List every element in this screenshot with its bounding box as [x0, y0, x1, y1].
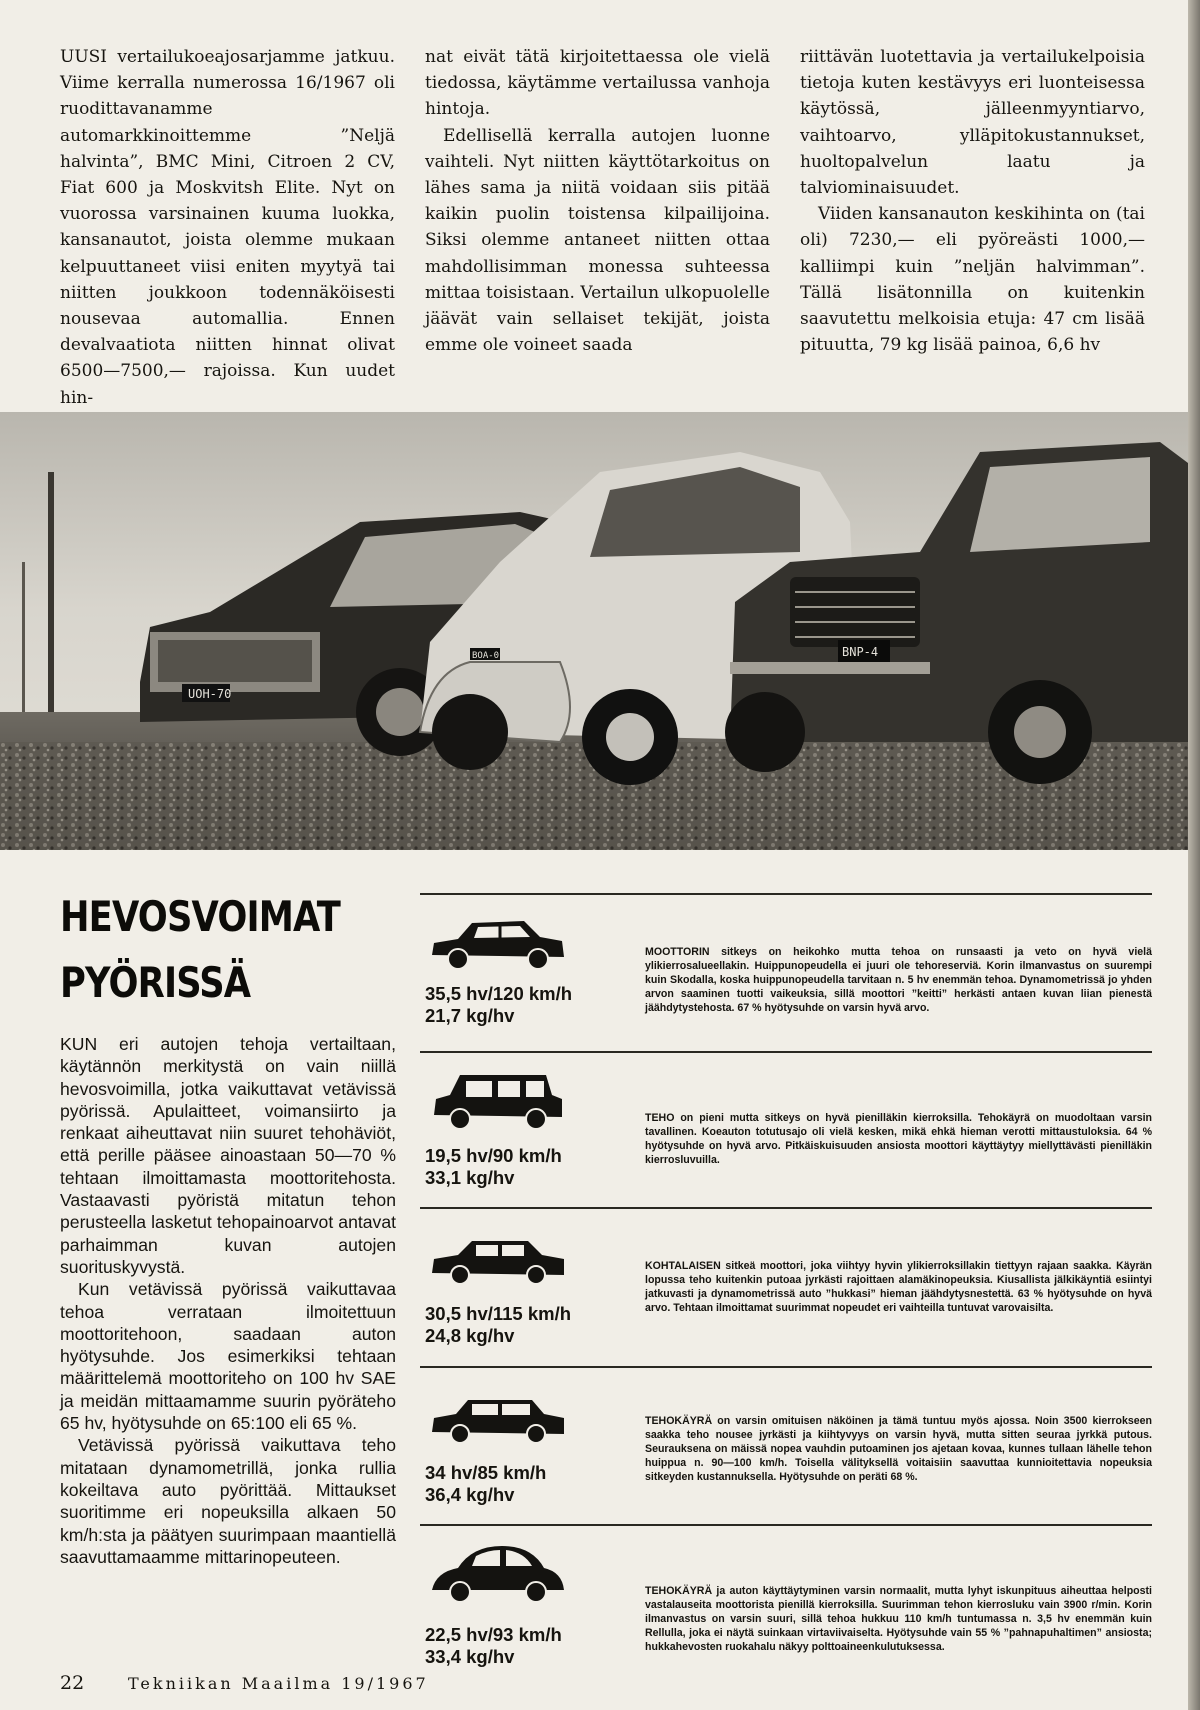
- section-paragraph: Vetävissä pyörissä vaikuttava teho mitataan dynamometrillä, jonka rullia kokeiltava auto pyörittää. Mittaukset suoritimme eri nopeuksilla alkaen 50 km/h:sta ja päätyen suurimpaan maantiellä saavuttamaamme mittarinopeuteen.: [60, 1435, 396, 1567]
- car-power-speed: 34 hv/85 km/h: [425, 1462, 547, 1483]
- plate-car-left: UOH-70: [188, 687, 232, 701]
- section-body: [60, 1033, 396, 1568]
- section-headline: [60, 884, 341, 1016]
- page-binding-edge: [1188, 0, 1200, 1710]
- car-power-speed: 22,5 hv/93 km/h: [425, 1624, 562, 1645]
- car-description: KOHTALAISEN sitkeä moottori, joka viihtyy hyvin ylikierroksillakin tiettyyn rajaan saakka. Käyrän lopussa teho kuitenkin putoaa jyrkästi rajoittaen alamäkinopeuksia. Kiusallista jälkikäyntiä esiintyi jatkuvasti ja dynamometrissä auto ”hukkasi” hieman jäähdytysnestettä. 63 % hyötysuhde on hyvä arvo. Tehtaan ilmoittamat suurimmat nopeudet eri vaihteilla tuntuvat varovaisilta.: [645, 1260, 1152, 1314]
- sedan-icon: [428, 1235, 568, 1291]
- ford-anglia-icon: [428, 915, 568, 977]
- car-entry: [420, 893, 1152, 1039]
- plate-car-right: BNP-4: [842, 645, 879, 659]
- article-paragraph: riittävän luotettavia ja vertailukelpoisia tietoja kuten kestävyys eri luonteisessa käytössä, jälleenmyyntiarvo, vaihtoarvo, ylläpitokustannukset, huoltopalvelun laatu ja talviominaisuudet.: [800, 47, 1145, 199]
- renault-4-icon: [428, 1069, 568, 1137]
- car-power-speed: 30,5 hv/115 km/h: [425, 1303, 572, 1324]
- article-paragraph: Edellisellä kerralla autojen luonne vaihteli. Nyt niitten käyttötarkoitus on lähes sama ja niitä voidaan siis pitää kaikin puolin toistensa kilpailijoina. Siksi olemme antaneet niitten ottaa mahdollisimman monessa suhteessa mittaa toisistaan. Vertailun ulkopuolelle jäävät vain sellaiset tekijät, joista emme ole voineet saada: [425, 125, 770, 356]
- car-description: TEHOKÄYRÄ on varsin omituisen näköinen ja tämä tuntuu myös ajossa. Noin 3500 kierrokseen saakka teho nousee jyrkästi ja kiihtyvyys on varsin hyvä, mutta sitten seuraa jyrkkä putous. Seurauksena on mäissä nopea vauhdin putoaminen jos ajetaan kovaa, kunnes tullaan lähelle tehon huippua n. 90—100 km/h. Toisella välityksellä voitaisiin saavuttaa kunnioitettavia nopeuksia sitkeyden kustannuksella. Hyötysuhde on peräti 68 %.: [645, 1415, 1152, 1483]
- article-column-1: [60, 44, 395, 411]
- headline-line-2: PYÖRISSÄ: [60, 958, 251, 1007]
- car-weight-power: 33,1 kg/hv: [425, 1167, 515, 1188]
- article-column-2: [425, 44, 770, 358]
- car-description: TEHOKÄYRÄ ja auton käyttäytyminen varsin normaalit, mutta lyhyt iskunpituus aiheuttaa helposti vastalauseita moottorista pienillä kierroksilla. Suurimman tehon kierrosluku vain 3900 r/min. Korin ilmanvastus on varsin suuri, sillä tehoa hukkuu 110 km/h tuntumassa n. 3,5 hv enemmän kuin Rellulla, joka ei näytä suinkaan virtaviivaiselta. Hyötysuhde vain 55 % ”pahnapuhaltimen” ansiosta; hukkahevosten ruokahalu näkyy polttoaineenkulutuksessa.: [645, 1585, 1152, 1653]
- car-entry: [420, 1207, 1152, 1357]
- headline-line-1: HEVOSVOIMAT: [60, 892, 341, 941]
- plate-car-middle: BOA-0: [472, 651, 500, 661]
- article-paragraph: Viiden kansanauton keskihinta on (tai oli) 7230,— eli pyöreästi 1000,— kalliimpi kuin ”neljän halvimman”. Tällä lisätonnilla on kuitenkin saavutettu melkoisia etuja: 47 cm lisää pituutta, 79 kg lisää painoa, 6,6 hv: [800, 204, 1145, 356]
- car-entry: [420, 1366, 1152, 1516]
- cars-photo: [0, 412, 1200, 850]
- car-weight-power: 33,4 kg/hv: [425, 1646, 515, 1667]
- article-column-3: [800, 44, 1145, 358]
- section-paragraph: Kun vetävissä pyörissä vaikuttavaa tehoa verrataan ilmoitettuun moottoritehoon, saadaan auton hyötysuhde. Jos esimerkiksi tehtaan määrittelemä moottoriteho on 100 hv SAE ja meidän mittaamamme suurin pyöräteho 65 hv, hyötysuhde on 65:100 eli 65 %.: [60, 1279, 396, 1434]
- car-weight-power: 24,8 kg/hv: [425, 1325, 515, 1346]
- car-power-speed: 19,5 hv/90 km/h: [425, 1145, 562, 1166]
- magazine-issue: Tekniikan Maailma 19/1967: [128, 1674, 429, 1693]
- car-weight-power: 21,7 kg/hv: [425, 1005, 515, 1026]
- article-paragraph: UUSI vertailukoeajosarjamme jatkuu. Viime kerralla numerossa 16/1967 oli ruodittavanamme automarkkinoittemme ”Neljä halvinta”, BMC Mini, Citroen 2 CV, Fiat 600 ja Moskvitsh Elite. Nyt on vuorossa varsinainen kuuma luokka, kansanautot, joista olemme mukaan kelpuuttaneet viisi eniten myytyä tai niitten joukkoon todennäköisesti nousevaa automallia. Ennen devalvaatiota niitten hinnat olivat 6500—7500,— rajoissa. Kun uudet hin-: [60, 47, 395, 408]
- car-entry: [420, 1051, 1152, 1201]
- article-paragraph: nat eivät tätä kirjoitettaessa ole vielä tiedossa, käytämme vertailussa vanhoja hintoja.: [425, 47, 770, 120]
- car-description: TEHO on pieni mutta sitkeys on hyvä pienilläkin kierroksilla. Tehokäyrä on muodoltaan varsin tavallinen. Koeauton totutusajo oli vielä kesken, mikä ehkä hieman verotti mittaustuloksia. 64 % hyötysuhde on hyvä arvo. Pitkäiskuisuuden ansiosta moottori käyttäytyy miellyttävästi pienilläkin kierrosluvuilla.: [645, 1112, 1152, 1166]
- skoda-icon: [428, 1394, 568, 1450]
- car-description: MOOTTORIN sitkeys on heikohko mutta tehoa on runsaasti ja veto on hyvä vielä ylikierrosalueellakin. Huippunopeudella ei juuri ole tehoreserviä. Korin ilmanvastus on suurempi kuin Skodalla, koska huippunopeudella tarvitaan n. 5 hv enemmän tehoa. Dynamometrissä jo yhden arvon saaminen tuotti vaikeuksia, sillä moottori ”keitti” herkästi antaen kuvan liian pienestä jäähdytystehosta. 67 % hyötysuhde on varsin hyvä arvo.: [645, 946, 1152, 1014]
- car-weight-power: 36,4 kg/hv: [425, 1484, 515, 1505]
- car-entry: [420, 1524, 1152, 1684]
- section-paragraph: KUN eri autojen tehoja vertailtaan, käytännön merkitystä on vain niillä hevosvoimilla, jotka vaikuttavat vetävissä pyörissä. Apulaitteet, voimansiirto ja renkaat aiheuttavat niin suuret tehohäviöt, että perille pääsee ainoastaan 50—70 % tehtaan ilmoittamasta moottoritehosta. Vastaavasti pyöristä mitatun tehon perusteella lasketut tehopainoarvot antavat parhaimman kuvan autojen suorituskyvystä.: [60, 1034, 396, 1277]
- car-power-speed: 35,5 hv/120 km/h: [425, 983, 573, 1004]
- page-number: 22: [60, 1672, 85, 1694]
- vw-beetle-icon: [428, 1542, 568, 1610]
